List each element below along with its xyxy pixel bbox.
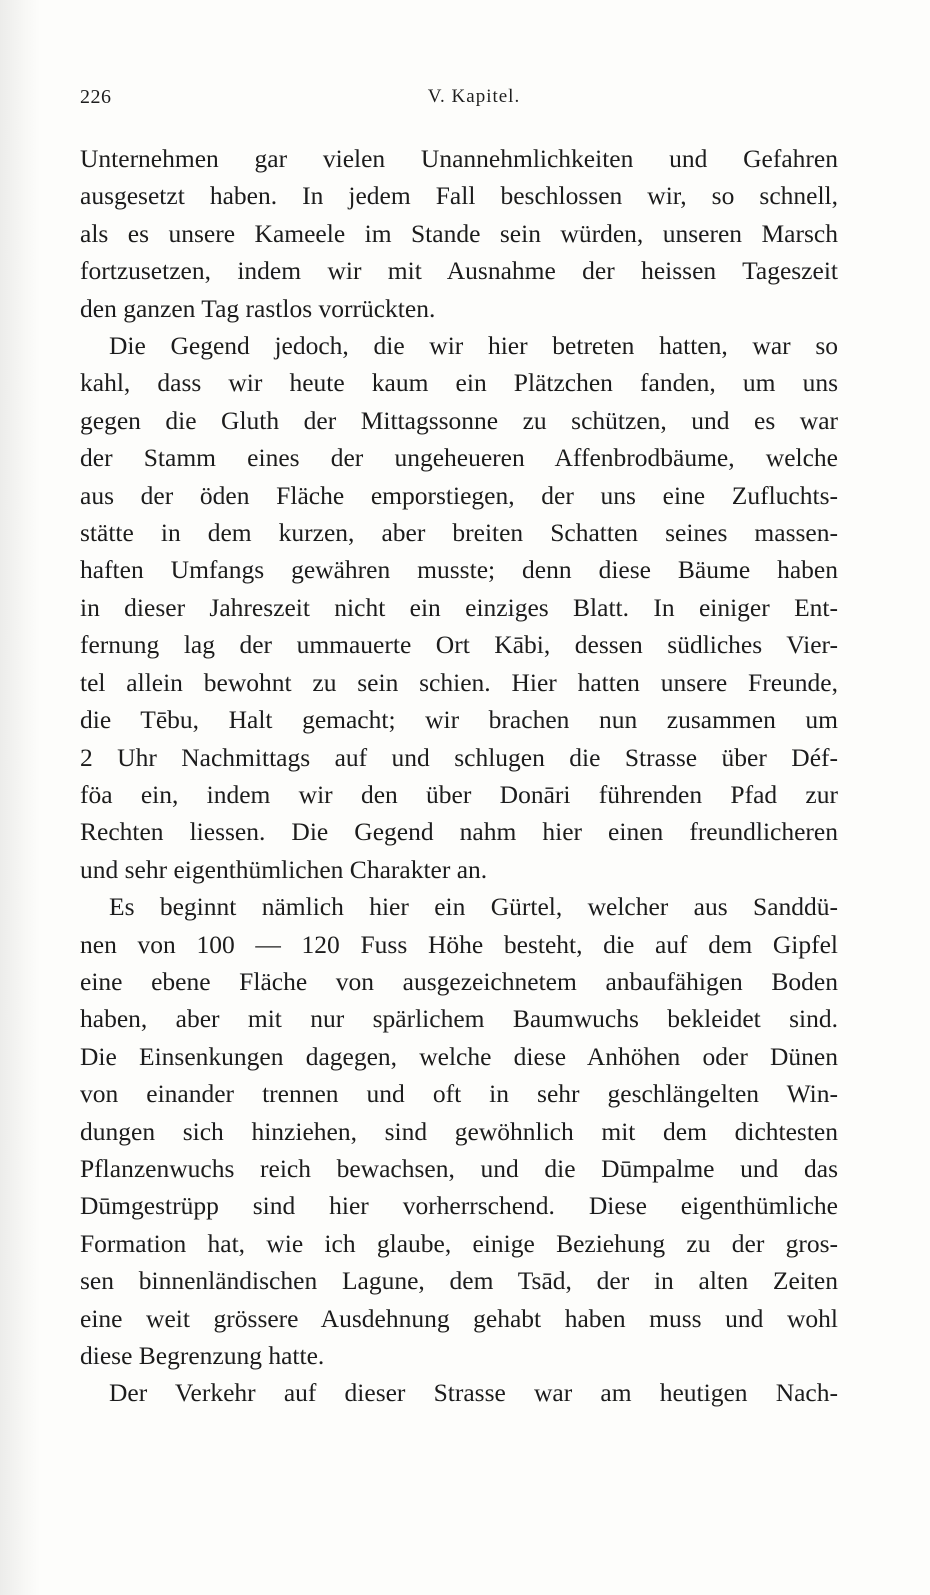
text-line: nen von 100 — 120 Fuss Höhe besteht, die auf dem Gipfel bbox=[80, 929, 838, 959]
text-line: Dūmgestrüpp sind hier vorherrschend. Diese eigenthümliche bbox=[80, 1191, 838, 1221]
text-line: haben, aber mit nur spärlichem Baumwuchs bekleidet sind. bbox=[80, 1004, 838, 1034]
text-line: die Tēbu, Halt gemacht; wir brachen nun zusammen um bbox=[80, 705, 838, 735]
text-line: Formation hat, wie ich glaube, einige Beziehung zu der gros- bbox=[80, 1228, 838, 1258]
page-number: 226 bbox=[80, 86, 112, 108]
body-text bbox=[80, 140, 838, 1412]
text-line: eine weit grössere Ausdehnung gehabt haben muss und wohl bbox=[80, 1303, 838, 1333]
text-line: kahl, dass wir heute kaum ein Plätzchen fanden, um uns bbox=[80, 368, 838, 398]
text-line: stätte in dem kurzen, aber breiten Schatten seines massen- bbox=[80, 518, 838, 548]
text-line: haften Umfangs gewähren musste; denn diese Bäume haben bbox=[80, 555, 838, 585]
running-head: V. Kapitel. bbox=[427, 86, 521, 107]
text-line: Unternehmen gar vielen Unannehmlichkeiten und Gefahren bbox=[80, 144, 838, 173]
text-line: in dieser Jahreszeit nicht ein einziges Blatt. In einiger Ent- bbox=[80, 592, 838, 622]
text-line: dungen sich hinziehen, sind gewöhnlich mit dem dichtesten bbox=[80, 1116, 838, 1146]
page-header bbox=[80, 86, 838, 116]
text-line: fortzusetzen, indem wir mit Ausnahme der heissen Tageszeit bbox=[80, 256, 838, 286]
text-line: aus der öden Fläche emporstiegen, der uns eine Zufluchts- bbox=[80, 480, 838, 510]
text-line: und sehr eigenthümlichen Charakter an. bbox=[80, 854, 488, 884]
text-line: Die Einsenkungen dagegen, welche diese Anhöhen oder Dünen bbox=[80, 1041, 838, 1071]
text-line: als es unsere Kameele im Stande sein würden, unseren Marsch bbox=[80, 218, 838, 248]
text-line: sen binnenländischen Lagune, dem Tsād, der in alten Zeiten bbox=[80, 1266, 838, 1296]
paragraph-4 bbox=[80, 1374, 838, 1411]
paragraph-1 bbox=[80, 140, 838, 327]
text-line: gegen die Gluth der Mittagssonne zu schützen, und es war bbox=[80, 405, 838, 435]
text-line: eine ebene Fläche von ausgezeichnetem anbaufähigen Boden bbox=[80, 966, 838, 996]
text-line: Es beginnt nämlich hier ein Gürtel, welcher aus Sanddü- bbox=[109, 892, 838, 922]
text-line: Die Gegend jedoch, die wir hier betreten hatten, war so bbox=[109, 331, 838, 361]
text-line: föa ein, indem wir den über Donāri führenden Pfad zur bbox=[80, 779, 838, 809]
text-line: diese Begrenzung hatte. bbox=[80, 1341, 325, 1370]
text-line: von einander trennen und oft in sehr geschlängelten Win- bbox=[80, 1079, 838, 1109]
text-line: ausgesetzt haben. In jedem Fall beschlossen wir, so schnell, bbox=[80, 181, 838, 211]
text-line: tel allein bewohnt zu sein schien. Hier hatten unsere Freunde, bbox=[80, 667, 838, 697]
text-line: Rechten liessen. Die Gegend nahm hier einen freundlicheren bbox=[80, 817, 838, 847]
text-line: fernung lag der ummauerte Ort Kābi, dessen südliches Vier- bbox=[80, 630, 838, 660]
paragraph-2 bbox=[80, 327, 838, 888]
text-line: Pflanzenwuchs reich bewachsen, und die Dūmpalme und das bbox=[80, 1153, 838, 1183]
page-gutter-shadow bbox=[0, 0, 40, 1595]
text-line: 2 Uhr Nachmittags auf und schlugen die Strasse über Déf- bbox=[80, 742, 838, 772]
text-line: Der Verkehr auf dieser Strasse war am heutigen Nach- bbox=[109, 1378, 838, 1408]
text-line: der Stamm eines der ungeheueren Affenbrodbäume, welche bbox=[80, 443, 838, 473]
text-line: den ganzen Tag rastlos vorrückten. bbox=[80, 293, 436, 323]
paragraph-3 bbox=[80, 888, 838, 1374]
